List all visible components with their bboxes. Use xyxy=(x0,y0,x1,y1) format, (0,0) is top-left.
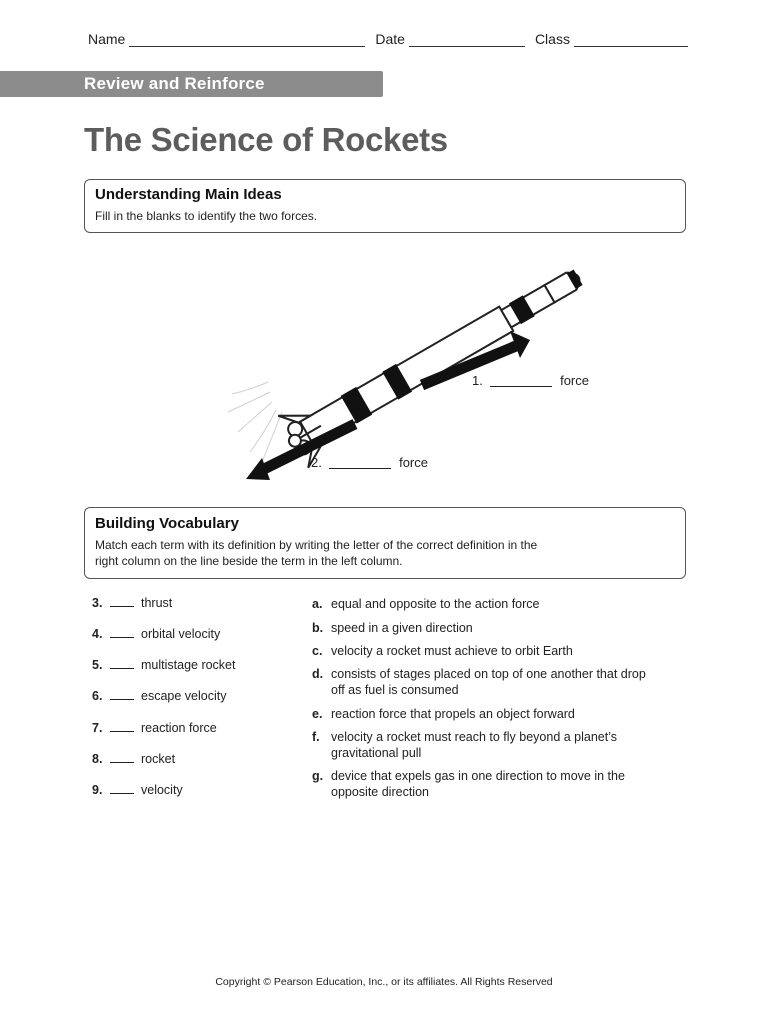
definition-item xyxy=(312,706,657,722)
banner-text: Review and Reinforce xyxy=(84,74,265,93)
section-banner xyxy=(0,71,383,97)
definition-item xyxy=(312,643,657,659)
definition-letter: g. xyxy=(312,769,324,783)
definition-letter: e. xyxy=(312,707,323,721)
force-label-2-word: force xyxy=(399,455,428,470)
answer-blank[interactable] xyxy=(110,752,134,763)
vocabulary-heading: Building Vocabulary xyxy=(95,515,239,532)
definition-letter: d. xyxy=(312,667,324,681)
term-number: 6. xyxy=(92,689,103,703)
name-label: Name xyxy=(88,31,126,47)
definition-letter: b. xyxy=(312,621,324,635)
answer-blank[interactable] xyxy=(110,658,134,669)
force-label-2 xyxy=(311,455,428,470)
main-ideas-box xyxy=(84,179,686,233)
term-text: reaction force xyxy=(141,721,217,735)
vocabulary-instructions-1: Match each term with its definition by writing the letter of the correct definition in the xyxy=(95,538,538,552)
term-item xyxy=(92,627,220,641)
term-item xyxy=(92,783,183,797)
term-number: 4. xyxy=(92,627,103,641)
term-number: 9. xyxy=(92,783,103,797)
term-item xyxy=(92,596,172,610)
definition-text: velocity a rocket must reach to fly beyond a planet’s gravitational pull xyxy=(331,730,618,760)
class-field[interactable] xyxy=(574,32,688,47)
definition-letter: a. xyxy=(312,597,323,611)
name-field[interactable] xyxy=(129,32,365,47)
term-item xyxy=(92,658,235,672)
date-field[interactable] xyxy=(409,32,525,47)
copyright-footer: Copyright © Pearson Education, Inc., or its affiliates. All Rights Reserved xyxy=(215,976,553,988)
answer-blank[interactable] xyxy=(110,689,134,700)
answer-blank[interactable] xyxy=(110,783,134,794)
term-item xyxy=(92,721,217,735)
term-item xyxy=(92,689,226,703)
vocabulary-instructions-2: right column on the line beside the term in the left column. xyxy=(95,554,403,568)
rocket-illustration xyxy=(210,252,610,486)
definition-letter: c. xyxy=(312,644,323,658)
definition-item xyxy=(312,768,657,800)
page-title: The Science of Rockets xyxy=(84,121,448,158)
term-item xyxy=(92,752,175,766)
answer-blank[interactable] xyxy=(110,596,134,607)
definition-text: equal and opposite to the action force xyxy=(331,597,540,611)
term-number: 5. xyxy=(92,658,103,672)
term-text: rocket xyxy=(141,752,176,766)
vocabulary-box xyxy=(84,507,686,579)
term-number: 3. xyxy=(92,596,103,610)
term-text: orbital velocity xyxy=(141,627,221,641)
date-label: Date xyxy=(375,31,405,47)
main-ideas-heading: Understanding Main Ideas xyxy=(95,186,282,203)
definition-text: reaction force that propels an object forward xyxy=(331,707,575,721)
force-label-2-number: 2. xyxy=(311,455,322,470)
class-label: Class xyxy=(534,31,570,47)
student-info-row xyxy=(88,31,688,47)
force-label-1 xyxy=(472,373,589,388)
force-blank-1[interactable] xyxy=(490,374,552,387)
term-number: 8. xyxy=(92,752,103,766)
term-text: velocity xyxy=(141,783,183,797)
definition-item xyxy=(312,666,657,698)
definition-letter: f. xyxy=(312,730,320,744)
term-text: multistage rocket xyxy=(141,658,236,672)
answer-blank[interactable] xyxy=(110,627,134,638)
rocket-figure xyxy=(210,252,610,486)
definition-item xyxy=(312,596,657,612)
term-text: escape velocity xyxy=(141,689,227,703)
force-label-1-number: 1. xyxy=(472,373,483,388)
definition-text: speed in a given direction xyxy=(331,621,473,635)
force-blank-2[interactable] xyxy=(329,456,391,469)
term-number: 7. xyxy=(92,721,103,735)
main-ideas-instructions: Fill in the blanks to identify the two forces. xyxy=(95,209,318,223)
definition-text: velocity a rocket must achieve to orbit Earth xyxy=(331,644,573,658)
definition-item xyxy=(312,729,657,761)
force-label-1-word: force xyxy=(560,373,589,388)
term-text: thrust xyxy=(141,596,173,610)
definition-text: device that expels gas in one direction to move in the opposite direction xyxy=(331,769,625,799)
definition-text: consists of stages placed on top of one another that drop off as fuel is consumed xyxy=(331,667,646,697)
answer-blank[interactable] xyxy=(110,721,134,732)
definition-item xyxy=(312,620,657,636)
